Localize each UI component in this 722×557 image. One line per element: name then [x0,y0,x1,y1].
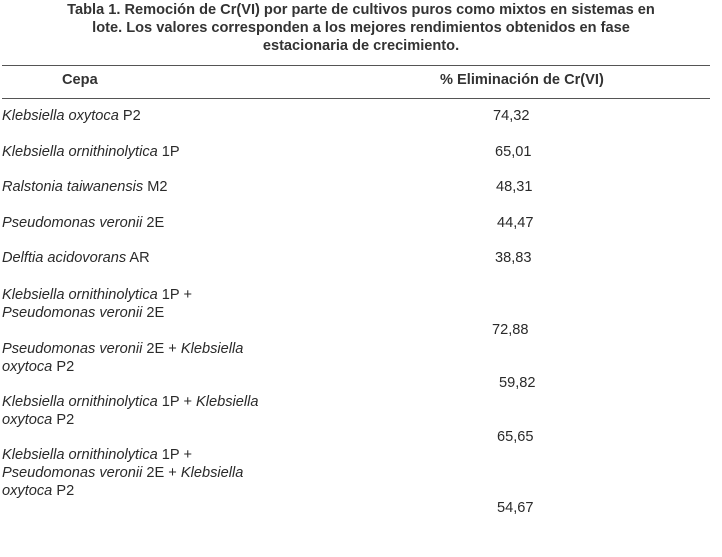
strain-cell [2,143,180,161]
removal-value: 74,32 [493,108,530,124]
caption-line: lote. Los valores corresponden a los mejores rendimientos obtenidos en fase [92,20,630,36]
removal-value: 44,47 [497,215,534,231]
strain-line [2,464,243,482]
strain-code: 2E + [142,465,181,481]
removal-value: 48,31 [496,179,533,195]
strain-cell [2,340,243,376]
strain-code: M2 [143,179,168,195]
removal-value: 54,67 [497,500,534,516]
strain-line [2,286,192,304]
strain-line [2,143,180,161]
species-name: oxytoca [2,359,53,375]
species-name: Pseudomonas veronii [2,305,143,321]
removal-value: 72,88 [492,322,529,338]
strain-line [2,482,243,500]
strain-code: 2E [142,215,165,231]
species-name: Klebsiella [196,394,259,410]
species-name: Ralstonia taiwanensis [2,179,144,195]
strain-code: 1P + [157,394,197,410]
removal-value: 65,65 [497,429,534,445]
strain-code: P2 [52,359,75,375]
strain-cell [2,286,192,322]
caption-line: Tabla 1. Remoción de Cr(VI) por parte de cultivos puros como mixtos en sistemas en [67,2,655,18]
strain-line [2,214,164,232]
strain-code: P2 [52,483,75,499]
species-name: oxytoca [2,483,53,499]
species-name: Klebsiella ornithinolytica [2,287,158,303]
strain-line [2,340,243,358]
species-name: Pseudomonas veronii [2,215,143,231]
removal-value: 59,82 [499,375,536,391]
species-name: oxytoca [2,412,53,428]
strain-cell [2,393,259,429]
header-rule [2,98,710,99]
caption-line: estacionaria de crecimiento. [262,38,460,54]
header-removal: % Eliminación de Cr(VI) [440,72,604,88]
table-top-rule [2,65,710,66]
strain-cell [2,249,150,267]
strain-cell [2,178,167,196]
strain-code: 1P + [157,447,192,463]
strain-code: AR [126,250,150,266]
species-name: Pseudomonas veronii [2,465,143,481]
strain-line [2,446,243,464]
strain-line [2,393,259,411]
species-name: Pseudomonas veronii [2,341,143,357]
removal-value: 38,83 [495,250,532,266]
strain-code: 2E + [142,341,181,357]
species-name: Klebsiella ornithinolytica [2,394,158,410]
strain-line [2,178,167,196]
strain-line [2,249,150,267]
strain-code: 1P [157,144,180,160]
strain-cell [2,214,164,232]
removal-value: 65,01 [495,144,532,160]
species-name: Klebsiella [180,465,244,481]
species-name: Klebsiella ornithinolytica [2,144,158,160]
strain-line [2,107,141,125]
species-name: Klebsiella ornithinolytica [2,447,158,463]
strain-cell [2,107,141,125]
strain-cell [2,446,243,500]
strain-code: 1P + [157,287,192,303]
strain-code: P2 [52,412,75,428]
table-caption [0,1,722,55]
species-name: Klebsiella oxytoca [2,108,119,124]
species-name: Delftia acidovorans [2,250,127,266]
strain-line [2,411,259,429]
strain-code: P2 [118,108,141,124]
strain-line [2,304,192,322]
strain-line [2,358,243,376]
header-strain: Cepa [62,72,98,88]
species-name: Klebsiella [180,341,244,357]
strain-code: 2E [142,305,165,321]
